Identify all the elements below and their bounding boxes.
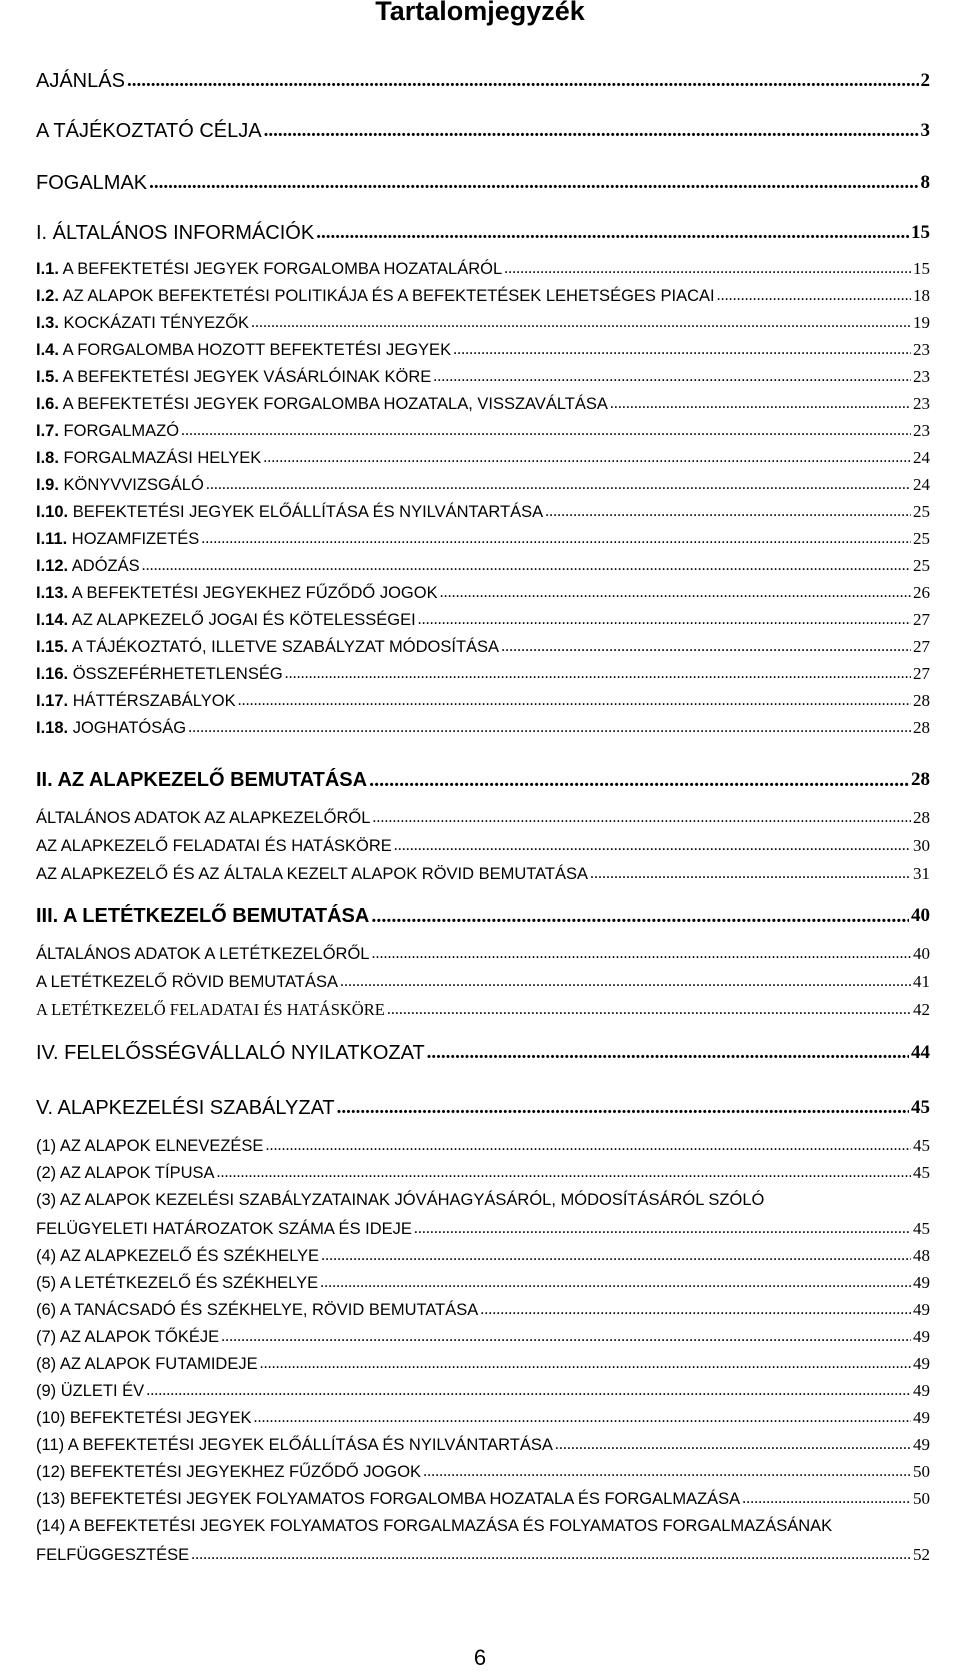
toc-entry[interactable] xyxy=(36,1245,930,1267)
dot-leader xyxy=(555,1434,911,1456)
toc-entry-label xyxy=(36,555,140,577)
dot-leader xyxy=(423,1461,911,1483)
dot-leader xyxy=(265,1135,911,1157)
toc-page-number: 2 xyxy=(920,70,930,91)
toc-entry-label: (8) AZ ALAPOK FUTAMIDEJE xyxy=(36,1355,258,1373)
dot-leader xyxy=(369,767,909,793)
toc-entry[interactable] xyxy=(36,1380,930,1402)
toc-entry-label xyxy=(36,474,204,496)
toc-page-number: 30 xyxy=(913,836,930,855)
toc-page-number: 45 xyxy=(913,1163,930,1182)
toc-entry-label: (5) A LETÉTKEZELŐ ÉS SZÉKHELYE xyxy=(36,1274,319,1292)
section-number: I.18. xyxy=(36,719,69,737)
toc-page-number: 49 xyxy=(913,1354,930,1373)
toc-entry[interactable] xyxy=(36,339,930,361)
dot-leader xyxy=(238,690,911,712)
section-number: I.10. xyxy=(36,503,69,521)
toc-page-number: 41 xyxy=(913,972,930,991)
section-title: AZ ALAPOK BEFEKTETÉSI POLITIKÁJA ÉS A BEFEKTETÉSEK LEHETSÉGES PIACAI xyxy=(62,287,715,305)
section-title: KOCKÁZATI TÉNYEZŐK xyxy=(63,314,250,332)
toc-entry-label xyxy=(36,528,199,550)
toc-entry[interactable] xyxy=(36,258,930,280)
toc-entry[interactable] xyxy=(36,1272,930,1294)
toc-entry-label xyxy=(36,447,261,469)
toc-page-number: 25 xyxy=(913,556,930,575)
section-number: I.12. xyxy=(36,557,69,575)
dot-leader xyxy=(371,943,911,965)
toc-entry[interactable] xyxy=(36,971,930,993)
toc-page-number: 23 xyxy=(913,340,930,359)
toc-page-number: 23 xyxy=(913,367,930,386)
toc-page-number: 49 xyxy=(913,1435,930,1454)
dot-leader xyxy=(427,1040,909,1066)
section-title: A BEFEKTETÉSI JEGYEK VÁSÁRLÓINAK KÖRE xyxy=(62,368,432,386)
toc-entry[interactable] xyxy=(36,312,930,334)
section-title: HÁTTÉRSZABÁLYOK xyxy=(72,692,236,710)
section-number: I.1. xyxy=(36,260,59,278)
toc-page-number: 23 xyxy=(913,394,930,413)
toc-entry[interactable] xyxy=(36,999,930,1021)
toc-page-number: 25 xyxy=(913,529,930,548)
dot-leader xyxy=(188,717,911,739)
toc-entry-label xyxy=(36,501,543,523)
toc-entry-label: FOGALMAK xyxy=(36,172,148,194)
dot-leader xyxy=(717,285,911,307)
toc-entry[interactable] xyxy=(36,1407,930,1429)
toc-page-number: 45 xyxy=(913,1219,930,1238)
toc-entry[interactable] xyxy=(36,555,930,577)
dot-leader xyxy=(191,1544,911,1566)
toc-entry-label: II. AZ ALAPKEZELŐ BEMUTATÁSA xyxy=(36,769,368,791)
section-number: I.2. xyxy=(36,287,59,305)
toc-page-number: 49 xyxy=(913,1408,930,1427)
toc-entry[interactable] xyxy=(36,636,930,658)
section-number: I.13. xyxy=(36,584,69,602)
toc-page-number: 23 xyxy=(913,421,930,440)
section-number: I.7. xyxy=(36,422,59,440)
toc-entry-label: (6) A TANÁCSADÓ ÉS SZÉKHELYE, RÖVID BEMUTATÁSA xyxy=(36,1301,479,1319)
toc-entry[interactable] xyxy=(36,807,930,829)
toc-entry-label: (12) BEFEKTETÉSI JEGYEKHEZ FŰZŐDŐ JOGOK xyxy=(36,1463,422,1481)
toc-page-number: 15 xyxy=(913,259,930,278)
toc-entry-label: (10) BEFEKTETÉSI JEGYEK xyxy=(36,1409,252,1427)
toc-entry-label: ÁLTALÁNOS ADATOK A LETÉTKEZELŐRŐL xyxy=(36,945,370,963)
dot-leader xyxy=(418,609,911,631)
section-title: AZ ALAPKEZELŐ JOGAI ÉS KÖTELESSÉGEI xyxy=(71,611,416,629)
section-title: FORGALMAZÓ xyxy=(63,422,180,440)
toc-entry-label: (1) AZ ALAPOK ELNEVEZÉSE xyxy=(36,1137,264,1155)
section-number: I.6. xyxy=(36,395,59,413)
toc-page-number: 28 xyxy=(913,691,930,710)
toc-entry[interactable] xyxy=(36,366,930,388)
toc-entry[interactable] xyxy=(36,903,930,929)
toc-page-number: 25 xyxy=(913,502,930,521)
toc-entry[interactable] xyxy=(36,220,930,246)
toc-page-number: 49 xyxy=(913,1300,930,1319)
dot-leader xyxy=(217,1162,911,1184)
section-title: A BEFEKTETÉSI JEGYEKHEZ FŰZŐDŐ JOGOK xyxy=(71,584,438,602)
dot-leader xyxy=(610,393,911,415)
toc-entry[interactable] xyxy=(36,420,930,442)
section-title: FORGALMAZÁSI HELYEK xyxy=(63,449,262,467)
toc-entry[interactable] xyxy=(36,609,930,631)
section-number: I.3. xyxy=(36,314,59,332)
toc-page-number: 42 xyxy=(913,1000,930,1019)
toc-entry-label: (7) AZ ALAPOK TŐKÉJE xyxy=(36,1328,220,1346)
toc-page-number: 28 xyxy=(911,769,930,790)
toc-entry[interactable] xyxy=(36,1544,930,1566)
toc-entry[interactable] xyxy=(36,863,930,885)
toc-entry[interactable] xyxy=(36,582,930,604)
toc-entry-label: A LETÉTKEZELŐ FELADATAI ÉS HATÁSKÖRE xyxy=(36,1000,385,1019)
toc-page-number: 8 xyxy=(920,172,930,193)
toc-entry[interactable] xyxy=(36,1326,930,1348)
dot-leader xyxy=(263,447,911,469)
dot-leader xyxy=(285,663,911,685)
toc-entry-label: FELÜGYELETI HATÁROZATOK SZÁMA ÉS IDEJE xyxy=(36,1220,412,1238)
toc-entry-label-line[interactable]: (14) A BEFEKTETÉSI JEGYEK FOLYAMATOS FORGALMAZÁSA ÉS FOLYAMATOS FORGALMAZÁSÁNAK xyxy=(36,1517,833,1535)
toc-entry-label xyxy=(36,258,502,280)
toc-entry-label xyxy=(36,690,236,712)
toc-entry-label: (4) AZ ALAPKEZELŐ ÉS SZÉKHELYE xyxy=(36,1247,320,1265)
toc-page-number: 44 xyxy=(911,1042,930,1063)
toc-entry[interactable] xyxy=(36,1434,930,1456)
dot-leader xyxy=(394,835,911,857)
toc-entry[interactable] xyxy=(36,943,930,965)
toc-entry-label: III. A LETÉTKEZELŐ BEMUTATÁSA xyxy=(36,905,370,927)
toc-entry-label xyxy=(36,393,608,415)
toc-page-number: 3 xyxy=(920,120,930,141)
toc-page-number: 27 xyxy=(913,664,930,683)
toc-entry[interactable] xyxy=(36,528,930,550)
toc-entry-label xyxy=(36,717,186,739)
toc-entry[interactable] xyxy=(36,118,930,144)
page-title: Tartalomjegyzék xyxy=(375,0,585,26)
toc-page-number: 49 xyxy=(913,1327,930,1346)
section-title: JOGHATÓSÁG xyxy=(72,719,187,737)
dot-leader xyxy=(320,1272,911,1294)
toc-entry[interactable] xyxy=(36,1299,930,1321)
dot-leader xyxy=(264,118,919,144)
toc-entry-label xyxy=(36,420,179,442)
toc-entry-label: FELFÜGGESZTÉSE xyxy=(36,1546,190,1564)
toc-entry[interactable] xyxy=(36,1162,930,1184)
section-title: A FORGALOMBA HOZOTT BEFEKTETÉSI JEGYEK xyxy=(62,341,452,359)
page-number-footer: 6 xyxy=(473,1645,487,1670)
toc-entry-label: (2) AZ ALAPOK TÍPUSA xyxy=(36,1164,215,1182)
toc-page-number: 27 xyxy=(913,610,930,629)
section-number: I.17. xyxy=(36,692,69,710)
toc-page-number: 24 xyxy=(913,448,930,467)
toc-entry[interactable] xyxy=(36,170,930,196)
dot-leader xyxy=(181,420,911,442)
section-title: ÖSSZEFÉRHETETLENSÉG xyxy=(72,665,283,683)
section-number: I.5. xyxy=(36,368,59,386)
toc-entry-label-line[interactable]: (3) AZ ALAPOK KEZELÉSI SZABÁLYZATAINAK JÓVÁHAGYÁSÁRÓL, MÓDOSÍTÁSÁRÓL SZÓLÓ xyxy=(36,1191,765,1209)
section-number: I.4. xyxy=(36,341,59,359)
toc-page-number: 48 xyxy=(913,1246,930,1265)
toc-entry[interactable] xyxy=(36,690,930,712)
dot-leader xyxy=(260,1353,911,1375)
dot-leader xyxy=(251,312,911,334)
toc-page-number: 28 xyxy=(913,718,930,737)
toc-entry[interactable] xyxy=(36,1461,930,1483)
toc-entry-label xyxy=(36,366,431,388)
section-number: I.8. xyxy=(36,449,59,467)
toc-page-number: 27 xyxy=(913,637,930,656)
toc-entry[interactable] xyxy=(36,1135,930,1157)
dot-leader xyxy=(387,999,911,1021)
dot-leader xyxy=(372,807,911,829)
dot-leader xyxy=(590,863,911,885)
toc-entry[interactable] xyxy=(36,447,930,469)
toc-entry[interactable] xyxy=(36,501,930,523)
toc-entry-label: A TÁJÉKOZTATÓ CÉLJA xyxy=(36,120,262,142)
dot-leader xyxy=(206,474,911,496)
toc-page-number: 49 xyxy=(913,1381,930,1400)
toc-entry-label: (13) BEFEKTETÉSI JEGYEK FOLYAMATOS FORGALOMBA HOZATALA ÉS FORGALMAZÁSA xyxy=(36,1490,741,1508)
section-title: BEFEKTETÉSI JEGYEK ELŐÁLLÍTÁSA ÉS NYILVÁNTARTÁSA xyxy=(72,503,544,521)
toc-entry-label xyxy=(36,285,715,307)
toc-page-number: 18 xyxy=(913,286,930,305)
toc-page-number: 40 xyxy=(911,905,930,926)
toc-entry-label: I. ÁLTALÁNOS INFORMÁCIÓK xyxy=(36,222,315,244)
toc-entry-label: AZ ALAPKEZELŐ ÉS AZ ÁLTALA KEZELT ALAPOK RÖVID BEMUTATÁSA xyxy=(36,865,589,883)
toc-entry[interactable] xyxy=(36,1488,930,1510)
toc-entry[interactable] xyxy=(36,1040,930,1066)
toc-entry-label: AZ ALAPKEZELŐ FELADATAI ÉS HATÁSKÖRE xyxy=(36,837,392,855)
dot-leader xyxy=(504,258,911,280)
toc-entry-label: A LETÉTKEZELŐ RÖVID BEMUTATÁSA xyxy=(36,973,338,991)
dot-leader xyxy=(142,555,911,577)
toc-entry[interactable] xyxy=(36,68,930,94)
toc-page-number: 45 xyxy=(913,1136,930,1155)
dot-leader xyxy=(453,339,911,361)
toc-entry-label xyxy=(36,609,416,631)
toc-entry[interactable] xyxy=(36,1218,930,1240)
toc-entry-label xyxy=(36,663,283,685)
toc-page-number: 40 xyxy=(913,944,930,963)
toc-entry-label: IV. FELELŐSSÉGVÁLLALÓ NYILATKOZAT xyxy=(36,1042,425,1064)
dot-leader xyxy=(545,501,911,523)
section-title: A BEFEKTETÉSI JEGYEK FORGALOMBA HOZATALÁRÓL xyxy=(62,260,503,278)
section-title: KÖNYVVIZSGÁLÓ xyxy=(63,476,204,494)
section-title: A TÁJÉKOZTATÓ, ILLETVE SZABÁLYZAT MÓDOSÍTÁSA xyxy=(71,638,500,656)
toc-entry-label: AJÁNLÁS xyxy=(36,70,125,92)
toc-page-number: 50 xyxy=(913,1489,930,1508)
section-number: I.14. xyxy=(36,611,69,629)
dot-leader xyxy=(316,220,909,246)
section-number: I.15. xyxy=(36,638,69,656)
dot-leader xyxy=(371,903,909,929)
toc-page-number: 31 xyxy=(913,864,930,883)
section-number: I.11. xyxy=(36,530,68,548)
section-title: A BEFEKTETÉSI JEGYEK FORGALOMBA HOZATALA, VISSZAVÁLTÁSA xyxy=(62,395,608,413)
dot-leader xyxy=(127,68,919,94)
section-title: HOZAMFIZETÉS xyxy=(71,530,200,548)
dot-leader xyxy=(149,170,918,196)
section-title: ADÓZÁS xyxy=(71,557,140,575)
section-number: I.9. xyxy=(36,476,59,494)
toc-entry[interactable] xyxy=(36,285,930,307)
toc-entry-label: V. ALAPKEZELÉSI SZABÁLYZAT xyxy=(36,1097,335,1119)
toc-page-number: 50 xyxy=(913,1462,930,1481)
dot-leader xyxy=(321,1245,911,1267)
toc-page-number: 19 xyxy=(913,313,930,332)
toc-entry-label xyxy=(36,312,249,334)
dot-leader xyxy=(742,1488,911,1510)
toc-entry[interactable] xyxy=(36,393,930,415)
toc-page-number: 52 xyxy=(913,1545,930,1564)
dot-leader xyxy=(201,528,911,550)
toc-entry[interactable] xyxy=(36,663,930,685)
toc-entry[interactable] xyxy=(36,1095,930,1121)
toc-entry-label: (11) A BEFEKTETÉSI JEGYEK ELŐÁLLÍTÁSA ÉS NYILVÁNTARTÁSA xyxy=(36,1436,553,1454)
toc-entry-label xyxy=(36,339,451,361)
toc-entry[interactable] xyxy=(36,835,930,857)
toc-page-number: 45 xyxy=(911,1097,930,1118)
dot-leader xyxy=(221,1326,911,1348)
toc-entry[interactable] xyxy=(36,474,930,496)
toc-page-number: 24 xyxy=(913,475,930,494)
dot-leader xyxy=(414,1218,911,1240)
dot-leader xyxy=(146,1380,911,1402)
dot-leader xyxy=(480,1299,911,1321)
toc-entry[interactable] xyxy=(36,717,930,739)
toc-page-number: 26 xyxy=(913,583,930,602)
dot-leader xyxy=(501,636,911,658)
dot-leader xyxy=(433,366,911,388)
toc-entry-label: ÁLTALÁNOS ADATOK AZ ALAPKEZELŐRŐL xyxy=(36,809,371,827)
toc-page-number: 15 xyxy=(911,222,930,243)
toc-entry[interactable] xyxy=(36,767,930,793)
toc-entry-label xyxy=(36,582,438,604)
toc-page-number: 49 xyxy=(913,1273,930,1292)
dot-leader xyxy=(340,971,911,993)
toc-page-number: 28 xyxy=(913,808,930,827)
dot-leader xyxy=(253,1407,911,1429)
toc-entry-label: (9) ÜZLETI ÉV xyxy=(36,1382,145,1400)
toc-entry-label xyxy=(36,636,499,658)
dot-leader xyxy=(337,1095,909,1121)
dot-leader xyxy=(440,582,911,604)
section-number: I.16. xyxy=(36,665,69,683)
toc-entry[interactable] xyxy=(36,1353,930,1375)
